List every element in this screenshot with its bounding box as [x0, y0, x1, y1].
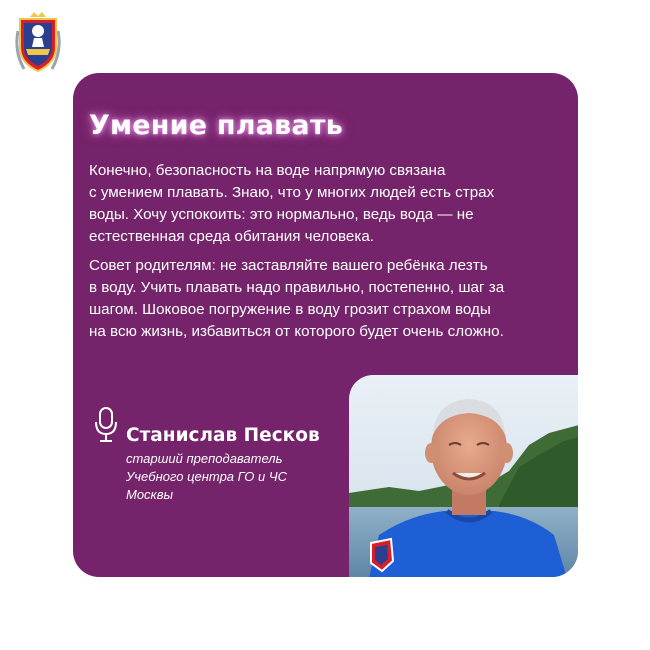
- card-title: Умение плавать: [89, 110, 343, 141]
- paragraph-line: на всю жизнь, избавиться от которого будет очень сложно.: [89, 323, 504, 340]
- speaker-role-line: старший преподаватель: [126, 451, 283, 466]
- emblem-logo: [12, 11, 64, 77]
- microphone-icon: [93, 406, 119, 444]
- speaker-role-line: Москвы: [126, 487, 174, 502]
- info-card: [73, 73, 578, 577]
- paragraph-line: воды. Хочу успокоить: это нормально, ведь вода — не: [89, 206, 474, 223]
- paragraph-parent-advice: [89, 255, 574, 343]
- paragraph-line: в воду. Учить плавать надо правильно, постепенно, шаг за: [89, 279, 505, 296]
- paragraph-line: естественная среда обитания человека.: [89, 228, 375, 245]
- emblem-shield-icon: [12, 11, 64, 77]
- speaker-role-line: Учебного центра ГО и ЧС: [126, 469, 287, 484]
- paragraph-line: Совет родителям: не заставляйте вашего ребёнка лезть: [89, 257, 488, 274]
- paragraph-swimming-safety: [89, 160, 574, 248]
- speaker-photo: [349, 375, 578, 577]
- paragraph-line: Конечно, безопасность на воде напрямую связана: [89, 162, 446, 179]
- paragraph-line: с умением плавать. Знаю, что у многих людей есть страх: [89, 184, 495, 201]
- paragraph-line: шагом. Шоковое погружение в воду грозит страхом воды: [89, 301, 491, 318]
- speaker-name: Станислав Песков: [126, 425, 320, 446]
- speaker-role: [126, 450, 326, 504]
